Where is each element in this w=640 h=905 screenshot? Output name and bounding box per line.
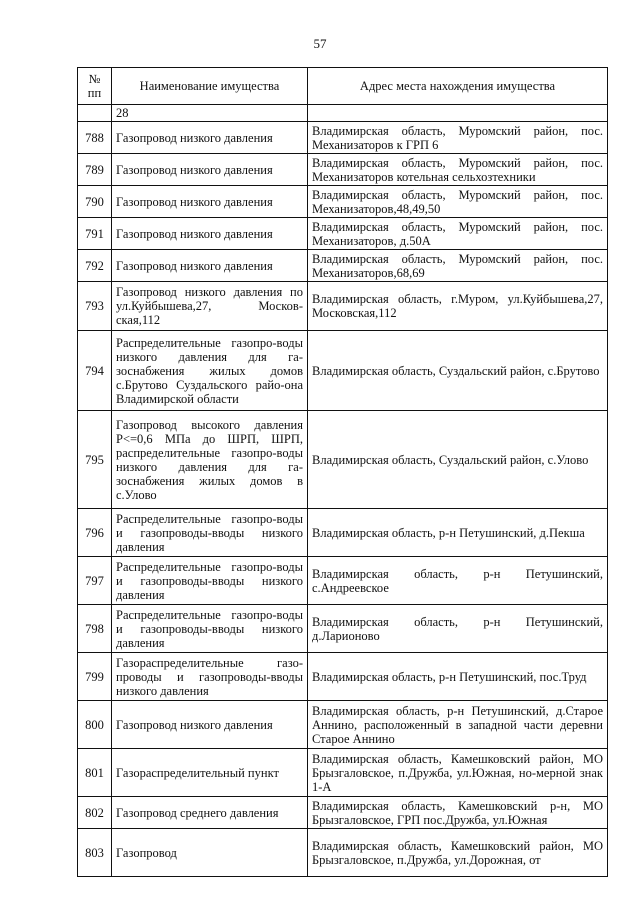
property-name: Газораспределительные газо-проводы и газопроводы-вводы низкого давления (112, 653, 308, 701)
property-name: Газопровод (112, 829, 308, 877)
property-address: Владимирская область, р-н Петушинский, д.Старое Аннино, расположенный в западной части деревни Старое Аннино (308, 701, 608, 749)
property-name: Газопровод низкого давления по ул.Куйбышева,27, Москов-ская,112 (112, 282, 308, 331)
row-number: 802 (78, 797, 112, 829)
table-row (78, 122, 608, 154)
property-address: Владимирская область, Камешковский район, МО Брызгаловское, п.Дружба, ул.Дорожная, от (308, 829, 608, 877)
table-row (78, 154, 608, 186)
property-name: Газораспределительный пункт (112, 749, 308, 797)
row-number: 801 (78, 749, 112, 797)
table-row (78, 282, 608, 331)
property-name: Распределительные газопро-воды низкого давления для га-зоснабжения жилых домов с.Брутово Суздальского райо-она Владимирской области (112, 331, 308, 411)
property-name: Газопровод низкого давления (112, 250, 308, 282)
property-name: Газопровод низкого давления (112, 186, 308, 218)
table-row (78, 186, 608, 218)
property-table (77, 67, 608, 877)
row-number: 797 (78, 557, 112, 605)
row-number: 788 (78, 122, 112, 154)
table-row (78, 701, 608, 749)
row-number: 793 (78, 282, 112, 331)
row-number: 803 (78, 829, 112, 877)
table-row (78, 411, 608, 509)
table-index-row (78, 105, 608, 122)
property-address: Владимирская область, г.Муром, ул.Куйбышева,27, Московская,112 (308, 282, 608, 331)
row-number: 799 (78, 653, 112, 701)
table-row (78, 557, 608, 605)
index-address (308, 105, 608, 122)
row-number: 794 (78, 331, 112, 411)
property-name: Газопровод низкого давления (112, 154, 308, 186)
property-address: Владимирская область, Муромский район, пос. Механизаторов, д.50А (308, 218, 608, 250)
table-row (78, 749, 608, 797)
property-address: Владимирская область, Муромский район, пос. Механизаторов,68,69 (308, 250, 608, 282)
property-address: Владимирская область, Камешковский район, МО Брызгаловское, п.Дружба, ул.Южная, но-мерной знак 1-А (308, 749, 608, 797)
header-num-label: № пп (87, 72, 102, 100)
property-name: Газопровод среднего давления (112, 797, 308, 829)
row-number: 796 (78, 509, 112, 557)
table-row (78, 829, 608, 877)
property-address: Владимирская область, Камешковский р-н, МО Брызгаловское, ГРП пос.Дружба, ул.Южная (308, 797, 608, 829)
property-address: Владимирская область, р-н Петушинский, д.Пекша (308, 509, 608, 557)
property-address: Владимирская область, Суздальский район, с.Улово (308, 411, 608, 509)
property-name: Распределительные газопро-воды и газопроводы-вводы низкого давления (112, 557, 308, 605)
row-number: 789 (78, 154, 112, 186)
property-name: Газопровод низкого давления (112, 122, 308, 154)
row-number: 795 (78, 411, 112, 509)
property-name: Распределительные газопро-воды и газопроводы-вводы низкого давления (112, 509, 308, 557)
property-address: Владимирская область, Муромский район, пос. Механизаторов к ГРП 6 (308, 122, 608, 154)
index-num (78, 105, 112, 122)
property-address: Владимирская область, р-н Петушинский, пос.Труд (308, 653, 608, 701)
row-number: 800 (78, 701, 112, 749)
property-address: Владимирская область, Муромский район, пос. Механизаторов,48,49,50 (308, 186, 608, 218)
table-row (78, 218, 608, 250)
table-header-row (78, 68, 608, 105)
property-address: Владимирская область, р-н Петушинский, д.Ларионово (308, 605, 608, 653)
row-number: 798 (78, 605, 112, 653)
header-num (78, 68, 112, 105)
header-name: Наименование имущества (112, 68, 308, 105)
property-name: Газопровод низкого давления (112, 218, 308, 250)
property-name: Газопровод низкого давления (112, 701, 308, 749)
header-address: Адрес места нахождения имущества (308, 68, 608, 105)
table-row (78, 509, 608, 557)
table-row (78, 653, 608, 701)
property-name: Распределительные газопро-воды и газопроводы-вводы низкого давления (112, 605, 308, 653)
property-address: Владимирская область, р-н Петушинский, с.Андреевское (308, 557, 608, 605)
row-number: 790 (78, 186, 112, 218)
table-row (78, 605, 608, 653)
property-name: Газопровод высокого давления Р<=0,6 МПа до ШРП, ШРП, распределительные газопро-воды низкого давления для га-зоснабжения жилых домов в с.Улово (112, 411, 308, 509)
table-row (78, 331, 608, 411)
index-name: 28 (112, 105, 308, 122)
property-address: Владимирская область, Муромский район, пос. Механизаторов котельная сельхозтехники (308, 154, 608, 186)
table-row (78, 797, 608, 829)
page-number: 57 (313, 36, 327, 51)
row-number: 791 (78, 218, 112, 250)
property-address: Владимирская область, Суздальский район, с.Брутово (308, 331, 608, 411)
row-number: 792 (78, 250, 112, 282)
table-row (78, 250, 608, 282)
